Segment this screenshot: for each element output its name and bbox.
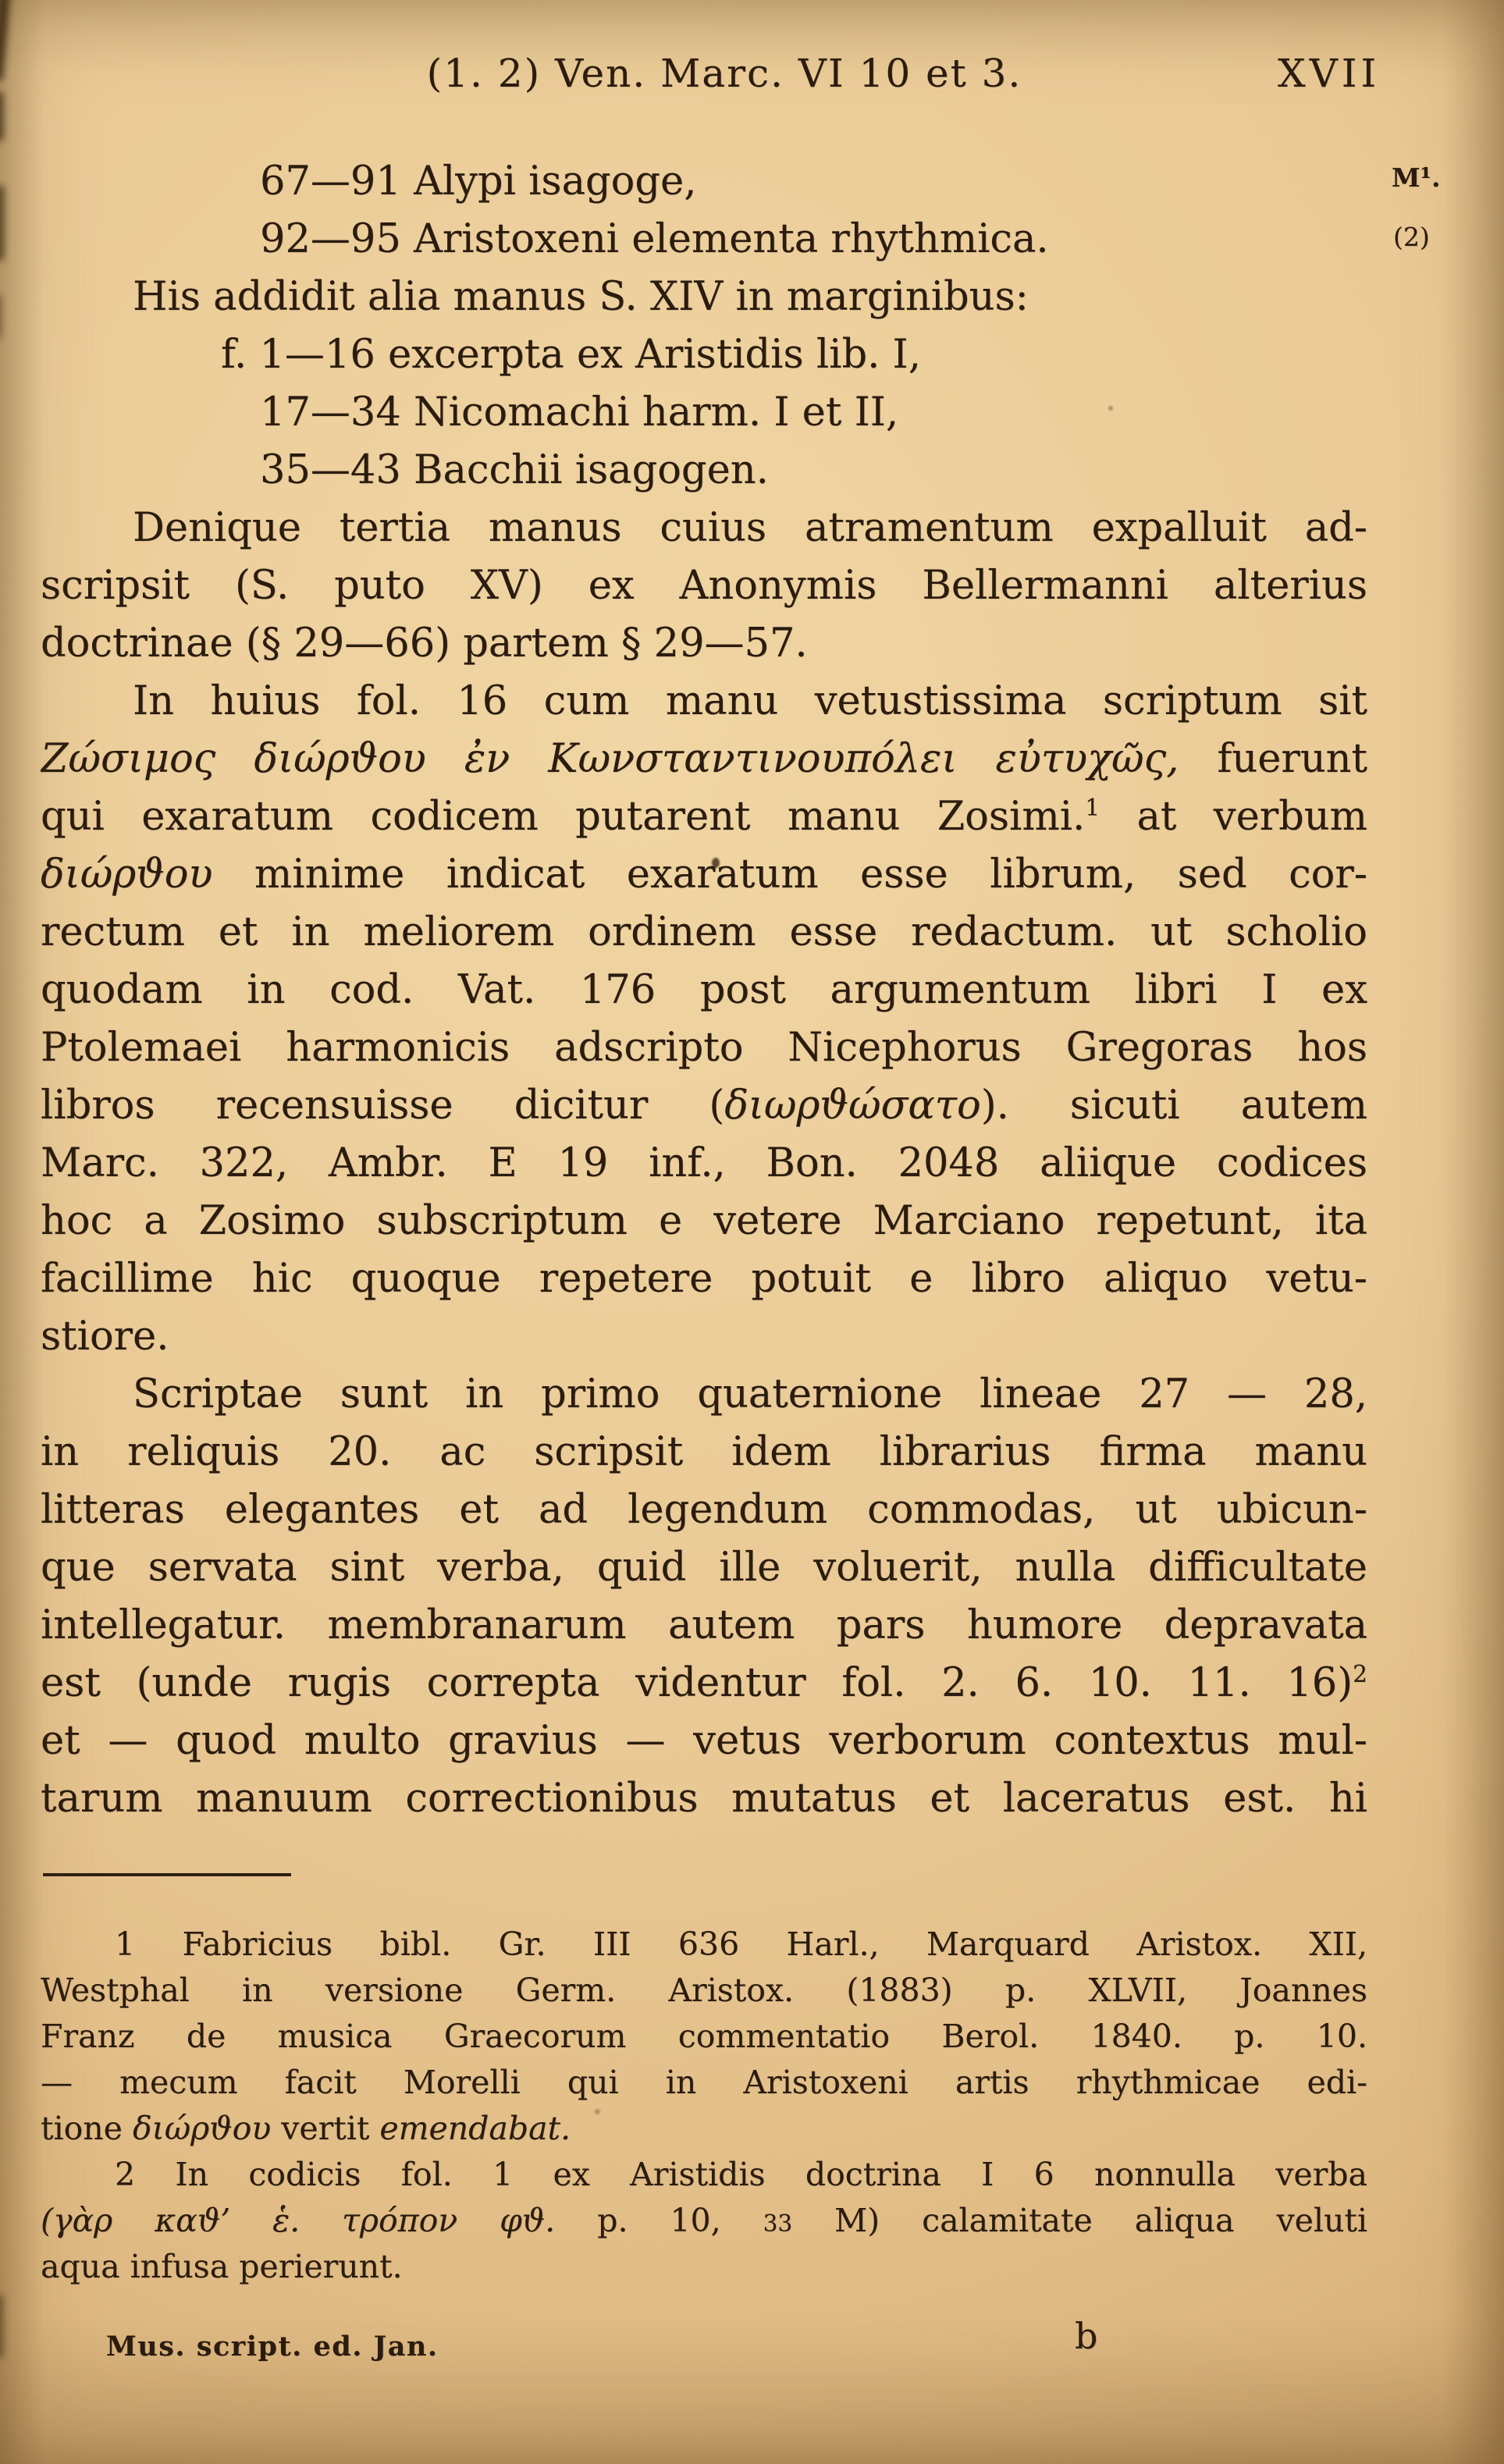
text-run: libros recensuisse dicitur ( bbox=[41, 1083, 725, 1129]
text-run: ). sicuti autem bbox=[980, 1083, 1367, 1129]
footnote-line: Franz de musica Graecorum commentatio Berol. 1840. p. 10. bbox=[41, 2018, 1367, 2055]
text-line bbox=[41, 846, 1367, 904]
text-line: 35—43 Bacchii isagogen. bbox=[260, 447, 769, 493]
margin-note-2: (2) bbox=[1393, 222, 1430, 252]
text-line: 92—95 Aristoxeni elementa rhythmica. bbox=[260, 216, 1049, 262]
footnote-line bbox=[41, 2198, 1367, 2244]
text-run: fuerunt bbox=[1179, 736, 1367, 782]
text-line: et — quod multo gravius — vetus verborum contextus mul- bbox=[41, 1718, 1367, 1764]
footnote-line: Westphal in versione Germ. Aristox. (1883) p. XLVII, Joannes bbox=[41, 1972, 1367, 2009]
text-line bbox=[41, 788, 1367, 846]
text-line: His addidit alia manus S. XIV in marginibus: bbox=[133, 274, 1029, 320]
scan-edge-artifact bbox=[0, 2295, 3, 2357]
text-line: stiore. bbox=[41, 1314, 169, 1360]
text-line bbox=[41, 1655, 1367, 1712]
page-number: XVII bbox=[1278, 51, 1381, 96]
text-line: Scriptae sunt in primo quaternione lineae 27 — 28, bbox=[133, 1371, 1367, 1417]
text-line: 17—34 Nicomachi harm. I et II, bbox=[260, 389, 899, 436]
greek-text-run: Ζώσιμος διώρϑου ἐν Κωνσταντινουπόλει εὐτυχῶς, bbox=[41, 736, 1179, 782]
line-number-run: 33 bbox=[763, 2210, 793, 2237]
running-head-row bbox=[41, 51, 1381, 98]
text-line: rectum et in meliorem ordinem esse redactum. ut scholio bbox=[41, 909, 1367, 955]
text-line: Ptolemaei harmonicis adscripto Nicephorus Gregoras hos bbox=[41, 1025, 1367, 1071]
italic-text-run: emendabat. bbox=[379, 2110, 571, 2147]
text-line: quodam in cod. Vat. 176 post argumentum libri I ex bbox=[41, 967, 1367, 1013]
signature-line: Mus. script. ed. Jan. bbox=[106, 2331, 439, 2363]
footnote-line: 1 Fabricius bibl. Gr. III 636 Harl., Marquard Aristox. XII, bbox=[115, 1925, 1367, 1963]
footnote-line: — mecum facit Morelli qui in Aristoxeni artis rhythmicae edi- bbox=[41, 2064, 1367, 2101]
greek-text-run: διώρϑου bbox=[41, 852, 213, 898]
text-run: at verbum bbox=[1100, 794, 1367, 840]
text-line: litteras elegantes et ad legendum commodas, ut ubicun- bbox=[41, 1487, 1367, 1533]
footnote-ref-1: 1 bbox=[1085, 795, 1100, 821]
text-run: M) calamitate aliqua veluti bbox=[792, 2202, 1367, 2239]
text-line: doctrinae (§ 29—66) partem § 29—57. bbox=[41, 620, 808, 667]
footnote-line bbox=[41, 2106, 1367, 2152]
text-line: in reliquis 20. ac scripsit idem librarius firma manu bbox=[41, 1429, 1367, 1475]
footnote-line: 2 In codicis fol. 1 ex Aristidis doctrina I 6 nonnulla verba bbox=[115, 2156, 1367, 2193]
text-line bbox=[41, 731, 1367, 788]
text-run: tione bbox=[41, 2110, 133, 2147]
footnote-separator bbox=[43, 1873, 291, 1876]
text-line: Marc. 322, Ambr. E 19 inf., Bon. 2048 aliique codices bbox=[41, 1140, 1367, 1186]
greek-text-run: διώρϑου bbox=[132, 2110, 272, 2147]
footnote-ref-2: 2 bbox=[1353, 1661, 1367, 1687]
greek-text-run: (γὰρ καϑ’ ἑ. τρόπον φϑ. bbox=[41, 2202, 556, 2239]
text-run: p. 10, bbox=[555, 2202, 763, 2239]
text-line: que servata sint verba, quid ille voluerit, nulla difficultate bbox=[41, 1545, 1367, 1591]
footnote-line: aqua infusa perierunt. bbox=[41, 2248, 403, 2285]
scan-edge-artifact bbox=[0, 295, 2, 338]
text-run: qui exaratum codicem putarent manu Zosimi. bbox=[41, 794, 1086, 840]
main-text-block bbox=[41, 153, 1367, 1828]
text-line: facillime hic quoque repetere potuit e libro aliquo vetu- bbox=[41, 1256, 1367, 1302]
text-line: f. 1—16 excerpta ex Aristidis lib. I, bbox=[221, 332, 921, 378]
text-line: hoc a Zosimo subscriptum e vetere Marciano repetunt, ita bbox=[41, 1198, 1367, 1244]
margin-note-m1: M¹. bbox=[1392, 162, 1441, 193]
text-line: scripsit (S. puto XV) ex Anonymis Bellermanni alterius bbox=[41, 563, 1367, 609]
text-run: est (unde rugis correpta videntur fol. 2. 6. 10. 11. 16) bbox=[41, 1660, 1353, 1706]
scan-edge-artifact bbox=[0, 0, 10, 80]
greek-text-run: διωρϑώσατο bbox=[724, 1083, 981, 1129]
footnotes-block bbox=[41, 1922, 1367, 2290]
text-line: 67—91 Alypi isagoge, bbox=[260, 158, 697, 204]
text-line: Denique tertia manus cuius atramentum expalluit ad- bbox=[133, 505, 1367, 551]
text-line: intellegatur. membranarum autem pars humore depravata bbox=[41, 1602, 1367, 1648]
scan-edge-artifact bbox=[0, 92, 3, 140]
text-line bbox=[41, 1077, 1367, 1135]
running-head-title: (1. 2) Ven. Marc. VI 10 et 3. bbox=[426, 51, 1022, 96]
text-line: tarum manuum correctionibus mutatus et laceratus est. hi bbox=[41, 1776, 1367, 1822]
gathering-letter: b bbox=[1075, 2315, 1098, 2357]
text-run: vertit bbox=[271, 2110, 380, 2147]
scan-edge-artifact bbox=[0, 186, 4, 260]
text-run: minime indicat exaratum esse librum, sed cor- bbox=[212, 852, 1367, 898]
text-line: In huius fol. 16 cum manu vetustissima scriptum sit bbox=[133, 678, 1367, 724]
